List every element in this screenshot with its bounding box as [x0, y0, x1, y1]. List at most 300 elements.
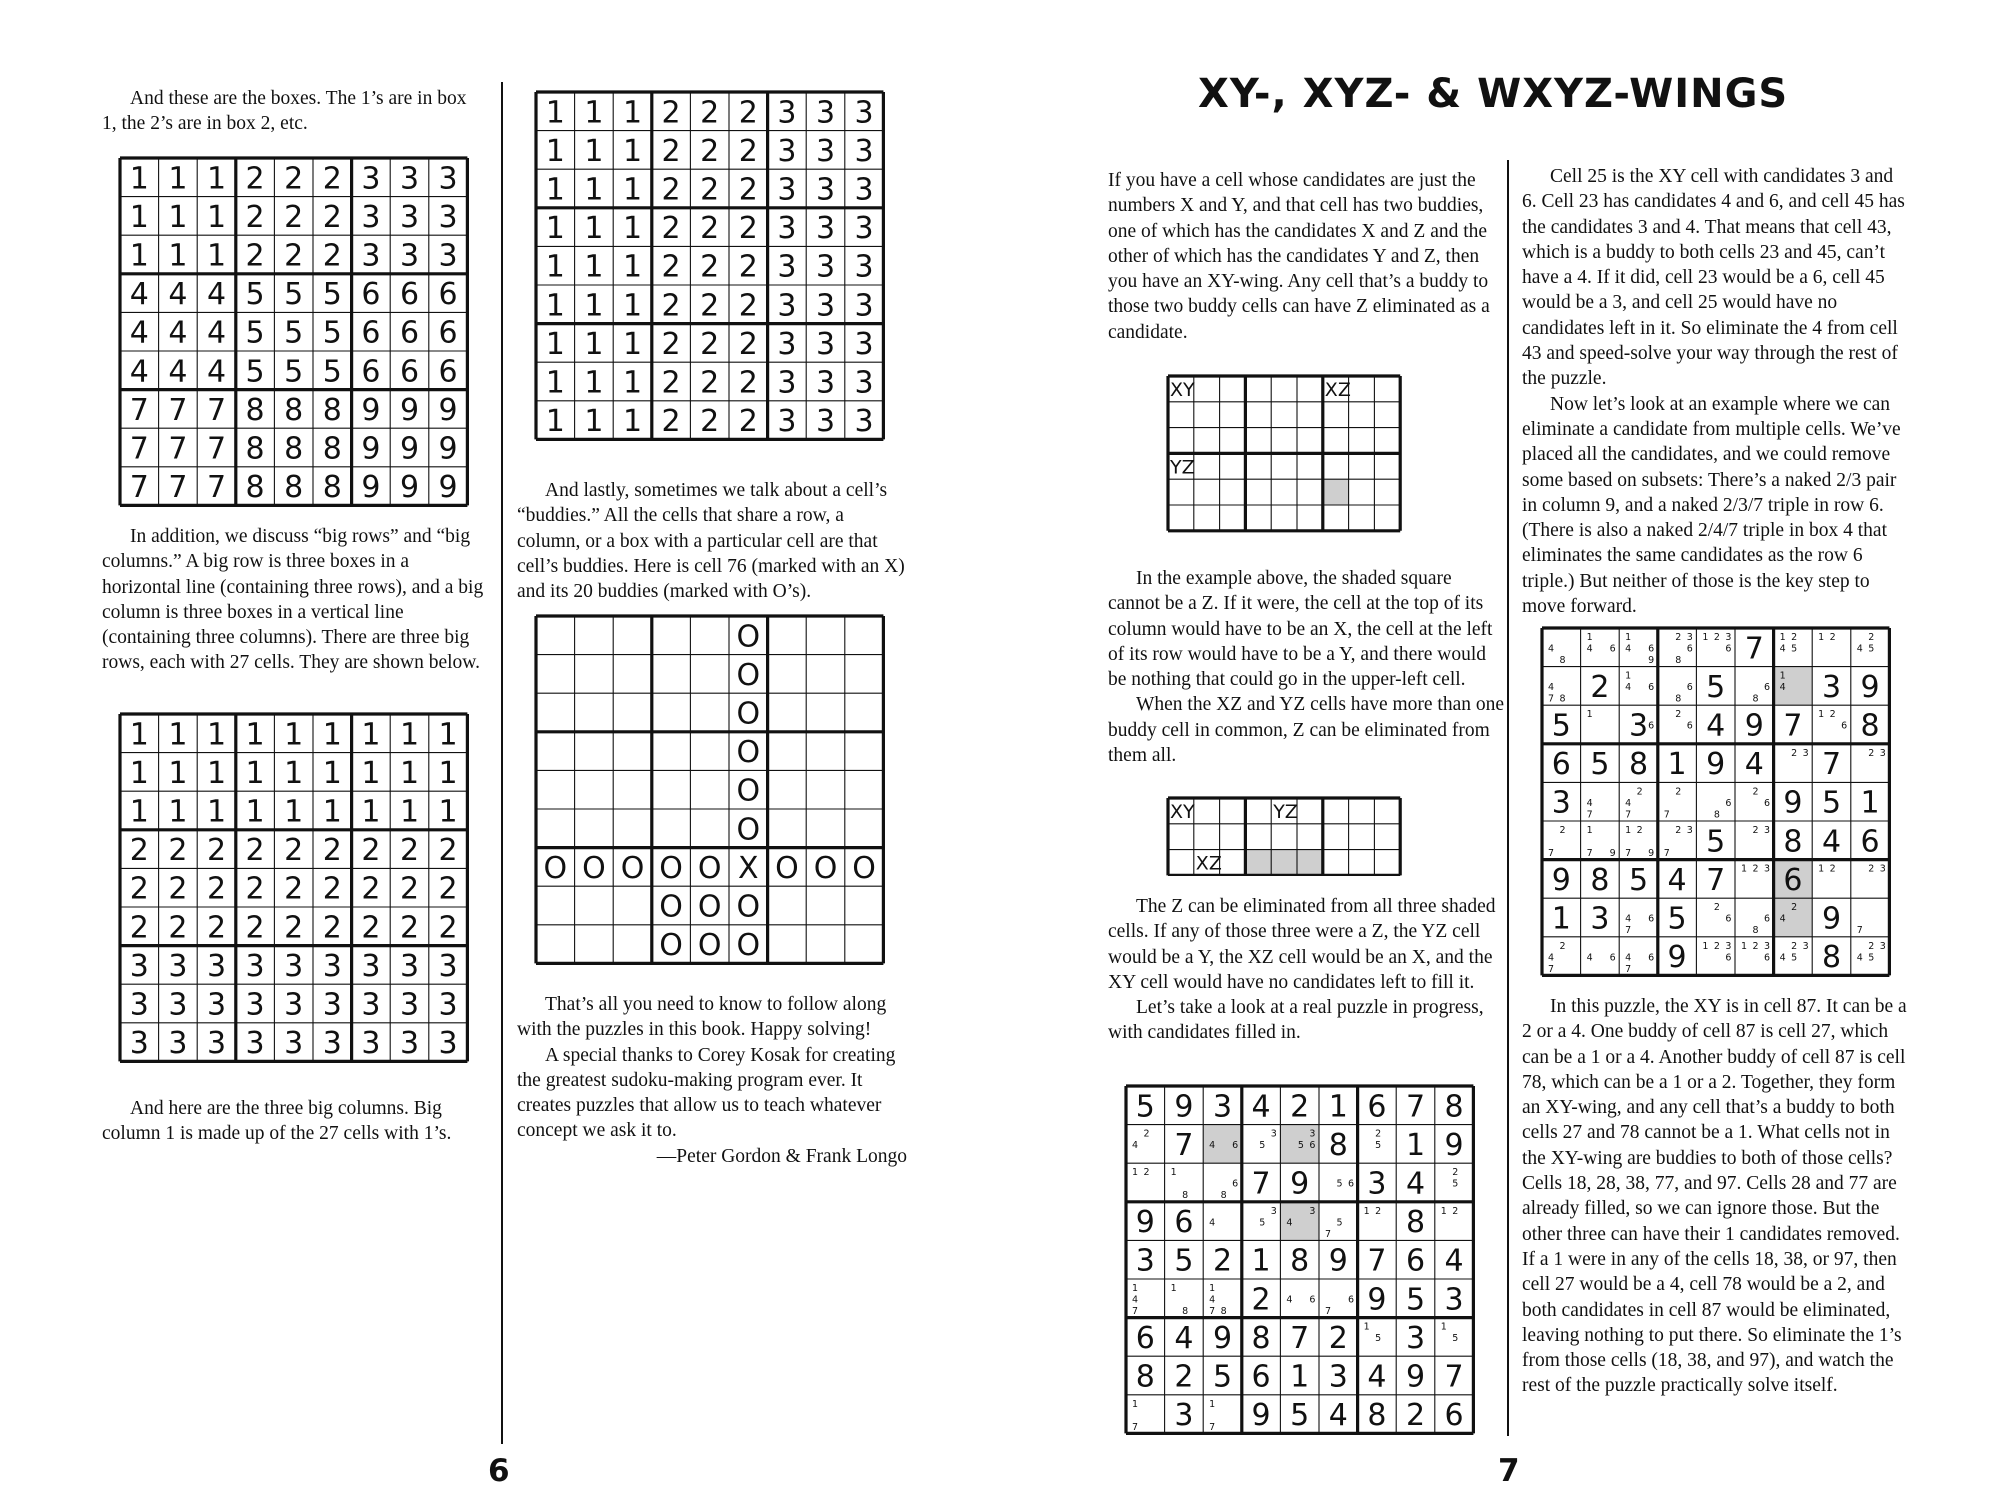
cell-value: 4 — [1821, 824, 1842, 860]
cell-value: 1 — [622, 249, 643, 285]
cell-value: 7 — [1444, 1359, 1464, 1395]
cell-value: 1 — [206, 161, 227, 197]
candidate-digit: 2 — [1675, 709, 1682, 721]
candidate-digit: 5 — [1259, 1217, 1266, 1229]
signature: —Peter Gordon & Frank Longo — [656, 1145, 907, 1167]
cell-value: 6 — [361, 354, 381, 390]
cell-value: 4 — [206, 354, 227, 390]
cell-value: O — [736, 619, 761, 655]
cell-value: 2 — [661, 249, 681, 285]
cell-value: O — [736, 773, 761, 809]
cell-value: 5 — [322, 354, 342, 390]
cell-value: 3 — [361, 199, 381, 235]
cell-value: 9 — [361, 470, 381, 506]
candidate-digit: 4 — [1625, 643, 1632, 655]
candidate-digit: 6 — [1725, 913, 1732, 925]
candidate-digit: 4 — [1779, 682, 1786, 694]
cell-value: 8 — [245, 392, 265, 428]
cell-value: 9 — [1174, 1089, 1194, 1125]
cell-value: 3 — [854, 172, 874, 208]
cell-value: 3 — [322, 948, 342, 984]
cell-value: 1 — [1860, 785, 1880, 821]
cell-value: 2 — [1328, 1320, 1348, 1356]
cell-value: 5 — [1405, 1282, 1426, 1318]
shaded-cell — [1323, 479, 1349, 505]
cell-value: 2 — [284, 910, 304, 946]
page-number-right: 7 — [1498, 1453, 1520, 1489]
candidate-digit: 6 — [1763, 952, 1771, 964]
cell-value: 1 — [322, 794, 342, 830]
candidate-digit: 3 — [1686, 825, 1693, 836]
candidate-digit: 2 — [1143, 1167, 1150, 1179]
cell-value: 9 — [1135, 1205, 1155, 1241]
cell-value: 2 — [129, 910, 149, 946]
cell-value: 3 — [815, 211, 836, 247]
cell-value: 2 — [322, 833, 342, 869]
cell-value: 9 — [1444, 1127, 1464, 1163]
candidate-digit: 2 — [1829, 863, 1836, 875]
cell-value: 5 — [1706, 824, 1726, 860]
cell-value: 9 — [399, 392, 420, 428]
cell-value: 2 — [361, 910, 381, 946]
cell-value: 4 — [168, 277, 188, 313]
cell-value: 9 — [1821, 901, 1842, 937]
candidate-digit: 4 — [1209, 1294, 1216, 1306]
candidate-digit: 6 — [1725, 797, 1732, 809]
cell-value: 6 — [1251, 1359, 1271, 1395]
cell-value: 8 — [245, 470, 265, 506]
cell-value: 5 — [1135, 1089, 1155, 1125]
candidate-digit: 2 — [1868, 863, 1875, 875]
cell-value: 9 — [1744, 708, 1764, 744]
cell-value: 1 — [545, 249, 565, 285]
cell-value: 5 — [322, 315, 342, 351]
cell-value: 2 — [168, 910, 188, 946]
cell-value: 6 — [438, 315, 458, 351]
cell-value: 1 — [1667, 747, 1687, 783]
cell-value: 5 — [284, 315, 304, 351]
cell-value: 3 — [777, 326, 797, 362]
cell-value: 1 — [622, 288, 643, 324]
cell-value: 3 — [854, 288, 874, 324]
cell-value: 4 — [1405, 1166, 1426, 1202]
candidate-digit: 4 — [1779, 952, 1786, 964]
candidate-digit: 6 — [1686, 643, 1693, 655]
cell-value: 5 — [1290, 1398, 1310, 1434]
candidate-digit: 2 — [1791, 632, 1798, 643]
candidate-digit: 2 — [1375, 1205, 1382, 1217]
page-number-left: 6 — [488, 1453, 510, 1489]
candidate-digit: 2 — [1791, 747, 1798, 759]
cell-value: 2 — [738, 211, 758, 247]
cell-value: 2 — [700, 326, 720, 362]
candidate-digit: 4 — [1547, 682, 1555, 694]
cell-value: 3 — [399, 987, 420, 1023]
cell-value: 6 — [1444, 1398, 1464, 1434]
candidate-digit: 2 — [1868, 747, 1875, 759]
cell-value: 1 — [584, 95, 604, 131]
cell-value: 1 — [584, 211, 604, 247]
candidate-digit: 7 — [1547, 963, 1555, 975]
cell-value: 1 — [168, 717, 188, 753]
cell-value: 1 — [399, 717, 420, 753]
cell-value: 2 — [361, 833, 381, 869]
candidate-digit: 7 — [1625, 809, 1632, 821]
cell-value: 2 — [738, 365, 758, 401]
cell-value: 2 — [399, 833, 420, 869]
wing-label: YZ — [1170, 456, 1195, 479]
candidate-digit: 1 — [1440, 1205, 1447, 1217]
candidate-digit: 1 — [1702, 632, 1709, 643]
cell-value: O — [620, 850, 645, 886]
cell-value: O — [736, 812, 761, 848]
cell-value: 8 — [322, 431, 342, 467]
cell-value: 2 — [700, 211, 720, 247]
cell-value: O — [697, 850, 722, 886]
left-column-divider — [501, 82, 503, 1444]
cell-value: 1 — [545, 404, 565, 440]
candidate-digit: 7 — [1131, 1306, 1139, 1317]
cell-value: 3 — [322, 987, 342, 1023]
candidate-digit: 1 — [1818, 632, 1825, 643]
cell-25-explanation: Cell 25 is the XY cell with candidates 3 and 6. Cell 23 has candidates 4 and 6, and cell 45 has the candidates 3 and 4. That means that cell 43, which is a buddy to both cells 23 and 45, can’t have a 4. If it did, cell 23 would be a 6, cell 45 would be a 3, and cell 25 would have no candidates left in it. So eliminate the 4 from cell 43 and speed-solve your way through the rest of the puzzle. Now let’s look at an example where we can eliminate a candidate from multiple cells. We’ve placed all the candidates, and we could remove some based on subsets: There’s a naked 2/3 pair in column 9, and a naked 2/3/7 triple in row 6. (There is also a naked 2/4/7 triple in box 4 that eliminates the same candidates as the row 6 triple.) But neither of those is the key step to move forward. — [1522, 166, 1905, 618]
cell-value: 1 — [438, 717, 458, 753]
candidate-digit: 1 — [1779, 632, 1786, 643]
cell-value: 5 — [1551, 708, 1571, 744]
candidate-digit: 7 — [1663, 809, 1670, 821]
candidate-digit: 4 — [1625, 952, 1632, 964]
cell-value: 2 — [245, 833, 265, 869]
cell-value: 3 — [399, 161, 420, 197]
cell-value: 3 — [854, 211, 874, 247]
cell-value: 4 — [1174, 1320, 1194, 1356]
buddies-grid — [534, 614, 886, 966]
cell-value: 6 — [399, 315, 420, 351]
cell-value: 2 — [399, 871, 420, 907]
candidate-digit: 4 — [1625, 913, 1632, 925]
cell-value: 9 — [1328, 1243, 1348, 1279]
cell-value: 4 — [1251, 1089, 1271, 1125]
candidate-digit: 5 — [1375, 1333, 1382, 1345]
cell-value: O — [775, 850, 799, 886]
cell-value: 6 — [1783, 862, 1803, 898]
cell-value: 4 — [1367, 1359, 1387, 1395]
cell-value: O — [813, 850, 838, 886]
cell-value: 8 — [1251, 1320, 1271, 1356]
cell-value: 3 — [206, 948, 227, 984]
cell-value: 1 — [284, 755, 304, 791]
big-columns-intro: And here are the three big columns. Big column 1 is made up of the 27 cells with 1’s. — [102, 1098, 452, 1145]
big-rows-intro: In addition, we discuss “big rows” and “big columns.” A big row is three boxes in a horizontal line (containing three rows), and a big column is three boxes in a vertical line (containing three columns). There are three big rows, each with 27 cells. They are shown below. — [102, 526, 484, 674]
candidate-digit: 4 — [1547, 952, 1555, 964]
candidate-digit: 5 — [1336, 1217, 1343, 1229]
candidate-digit: 1 — [1740, 863, 1748, 875]
cell-value: 8 — [322, 392, 342, 428]
cell-value: 7 — [206, 431, 227, 467]
cell-value: 1 — [438, 794, 458, 830]
cell-value: 1 — [206, 717, 227, 753]
cell-value: 7 — [168, 470, 188, 506]
cell-value: 1 — [622, 172, 643, 208]
cell-value: 9 — [361, 431, 381, 467]
cell-value: O — [659, 928, 683, 964]
candidate-digit: 1 — [1740, 940, 1748, 952]
candidate-digit: 1 — [1131, 1283, 1139, 1294]
candidate-digit: 6 — [1763, 797, 1771, 809]
cell-value: 2 — [661, 326, 681, 362]
candidate-digit: 2 — [1713, 940, 1720, 952]
candidate-digit: 3 — [1763, 825, 1771, 836]
cell-value: 7 — [1174, 1127, 1194, 1163]
candidate-digit: 4 — [1625, 797, 1632, 809]
candidate-digit: 4 — [1286, 1217, 1293, 1229]
candidate-digit: 3 — [1879, 747, 1886, 759]
cell-value: 1 — [584, 326, 604, 362]
cell-value: 1 — [1251, 1243, 1271, 1279]
cell-value: 3 — [815, 249, 836, 285]
cell-value: 2 — [129, 833, 149, 869]
cell-value: 2 — [1290, 1089, 1310, 1125]
candidate-digit: 4 — [1779, 913, 1786, 925]
candidate-digit: 6 — [1648, 643, 1655, 655]
candidate-digit: 3 — [1879, 940, 1886, 952]
candidate-digit: 6 — [1232, 1178, 1239, 1190]
cell-value: 5 — [245, 354, 265, 390]
page-title: XY-, XYZ- & WXYZ-WINGS — [1198, 71, 1789, 117]
cell-value: 4 — [129, 315, 149, 351]
cell-value: 3 — [129, 1026, 149, 1062]
candidate-digit: 3 — [1270, 1205, 1277, 1217]
cell-value: 9 — [361, 392, 381, 428]
cell-value: 3 — [206, 987, 227, 1023]
cell-value: O — [736, 889, 761, 925]
candidate-digit: 6 — [1648, 720, 1655, 732]
cell-value: 8 — [1783, 824, 1803, 860]
cell-value: 3 — [1444, 1282, 1464, 1318]
candidate-digit: 6 — [1648, 913, 1655, 925]
cell-value: 3 — [815, 365, 836, 401]
candidate-digit: 4 — [1625, 682, 1632, 694]
cell-value: 3 — [438, 987, 458, 1023]
candidate-digit: 6 — [1609, 643, 1616, 655]
candidate-digit: 7 — [1625, 925, 1632, 937]
candidate-digit: 1 — [1131, 1398, 1139, 1410]
cell-value: 3 — [399, 948, 420, 984]
cell-value: 4 — [206, 315, 227, 351]
candidate-digit: 1 — [1170, 1167, 1177, 1179]
candidate-digit: 8 — [1559, 693, 1566, 705]
candidate-digit: 6 — [1725, 643, 1732, 655]
cell-value: 1 — [284, 794, 304, 830]
cell-value: 4 — [1744, 747, 1764, 783]
cell-value: 8 — [1328, 1127, 1348, 1163]
candidate-digit: 3 — [1270, 1128, 1277, 1140]
candidate-digit: 5 — [1297, 1140, 1304, 1152]
candidate-digit: 3 — [1802, 940, 1809, 952]
shaded-cell — [1297, 850, 1323, 876]
candidate-digit: 6 — [1686, 720, 1693, 732]
cell-value: 9 — [1405, 1359, 1426, 1395]
cell-value: 2 — [206, 871, 227, 907]
cell-value: 1 — [206, 794, 227, 830]
candidate-digit: 2 — [1452, 1167, 1459, 1179]
cell-value: 1 — [168, 755, 188, 791]
cell-value: 1 — [622, 133, 643, 169]
cell-value: 4 — [1706, 708, 1726, 744]
cell-value: 1 — [129, 199, 149, 235]
cell-value: 3 — [777, 211, 797, 247]
puzzle-in-progress-grid — [1124, 1084, 1476, 1436]
candidate-digit: 1 — [1818, 709, 1825, 721]
cell-value: 2 — [1590, 669, 1610, 705]
candidate-digit: 3 — [1686, 632, 1693, 643]
cell-value: 1 — [284, 717, 304, 753]
candidate-digit: 7 — [1625, 963, 1632, 975]
candidate-digit: 2 — [1636, 786, 1643, 798]
cell-value: 3 — [815, 95, 836, 131]
cell-value: 5 — [1174, 1243, 1194, 1279]
cell-value: 2 — [438, 871, 458, 907]
cell-value: 3 — [361, 948, 381, 984]
candidate-digit: 7 — [1586, 848, 1593, 859]
cell-value: 6 — [1174, 1205, 1194, 1241]
cell-value: 8 — [1135, 1359, 1155, 1395]
cell-value: 2 — [1174, 1359, 1194, 1395]
cell-value: 9 — [399, 431, 420, 467]
candidate-digit: 1 — [1702, 940, 1709, 952]
cell-value: O — [543, 850, 568, 886]
cell-value: 9 — [1551, 862, 1571, 898]
cell-value: 3 — [168, 1026, 188, 1062]
candidate-digit: 4 — [1856, 643, 1863, 655]
cell-value: 3 — [438, 238, 458, 274]
cell-value: 1 — [168, 794, 188, 830]
candidate-digit: 2 — [1752, 940, 1759, 952]
candidate-digit: 5 — [1791, 643, 1798, 655]
candidate-digit: 2 — [1868, 940, 1875, 952]
cell-value: 8 — [245, 431, 265, 467]
cell-value: 1 — [399, 755, 420, 791]
cell-value: 1 — [206, 755, 227, 791]
cell-value: 8 — [1860, 708, 1880, 744]
cell-value: 2 — [1251, 1282, 1271, 1318]
candidate-digit: 4 — [1547, 643, 1555, 655]
cell-value: 9 — [1251, 1398, 1271, 1434]
candidate-digit: 6 — [1309, 1294, 1316, 1306]
candidate-digit: 2 — [1752, 786, 1759, 798]
cell-value: 3 — [284, 1026, 304, 1062]
cell-value: 2 — [700, 365, 720, 401]
cell-value: 4 — [1444, 1243, 1464, 1279]
cell-value: 1 — [622, 404, 643, 440]
cell-value: 1 — [361, 717, 381, 753]
cell-value: 1 — [622, 95, 643, 131]
cell-value: 6 — [361, 315, 381, 351]
cell-value: 1 — [584, 288, 604, 324]
candidate-digit: 1 — [1625, 825, 1632, 836]
cell-value: 9 — [438, 470, 458, 506]
cell-value: 3 — [284, 948, 304, 984]
cell-value: 2 — [738, 326, 758, 362]
cell-value: 8 — [1290, 1243, 1310, 1279]
candidate-digit: 7 — [1209, 1421, 1216, 1433]
cell-value: 2 — [700, 249, 720, 285]
cell-value: 3 — [854, 249, 874, 285]
cell-value: 7 — [168, 392, 188, 428]
cell-value: 3 — [777, 365, 797, 401]
cell-value: 1 — [1328, 1089, 1348, 1125]
cell-value: 9 — [1367, 1282, 1387, 1318]
candidate-digit: 4 — [1209, 1217, 1216, 1229]
candidate-digit: 1 — [1209, 1283, 1216, 1294]
cell-value: 1 — [245, 794, 265, 830]
candidate-digit: 6 — [1347, 1178, 1355, 1190]
cell-value: 2 — [700, 95, 720, 131]
candidate-digit: 1 — [1625, 670, 1632, 682]
candidate-digit: 8 — [1182, 1306, 1189, 1317]
cell-value: 9 — [438, 431, 458, 467]
cell-value: O — [736, 735, 761, 771]
cell-value: 1 — [1290, 1359, 1310, 1395]
cell-value: 1 — [1551, 901, 1571, 937]
candidate-digit: 8 — [1752, 925, 1759, 937]
cell-value: 1 — [206, 199, 227, 235]
cell-value: 6 — [399, 354, 420, 390]
cell-value: 2 — [129, 871, 149, 907]
cell-value: 3 — [322, 1026, 342, 1062]
cell-value: 3 — [854, 365, 874, 401]
wing-label: XY — [1170, 379, 1195, 401]
cell-value: 1 — [584, 365, 604, 401]
cell-value: 2 — [661, 95, 681, 131]
shaded-cell — [1271, 850, 1297, 876]
candidate-digit: 4 — [1286, 1294, 1293, 1306]
cell-value: X — [738, 850, 759, 886]
cell-value: 3 — [284, 987, 304, 1023]
cell-value: 2 — [322, 161, 342, 197]
cell-value: 2 — [700, 288, 720, 324]
cell-value: 1 — [438, 755, 458, 791]
candidate-digit: 2 — [1791, 940, 1798, 952]
cell-value: O — [659, 889, 683, 925]
candidate-digit: 8 — [1220, 1306, 1227, 1317]
candidate-digit: 9 — [1648, 655, 1655, 666]
cell-value: 5 — [1667, 901, 1687, 937]
cell-value: 8 — [284, 470, 304, 506]
candidate-digit: 7 — [1625, 848, 1632, 859]
cell-value: 2 — [438, 833, 458, 869]
cell-value: 1 — [622, 326, 643, 362]
cell-value: 3 — [1212, 1089, 1233, 1125]
candidate-digit: 3 — [1309, 1205, 1316, 1217]
cell-value: 1 — [399, 794, 420, 830]
cell-value: O — [852, 850, 876, 886]
candidate-digit: 4 — [1779, 643, 1786, 655]
candidate-digit: 2 — [1559, 825, 1566, 836]
candidate-digit: 8 — [1675, 655, 1682, 666]
candidate-digit: 6 — [1309, 1140, 1316, 1152]
candidate-digit: 8 — [1220, 1190, 1227, 1202]
cell-value: 1 — [129, 755, 149, 791]
cell-value: 3 — [815, 133, 836, 169]
cell-value: 2 — [245, 871, 265, 907]
cell-value: 7 — [1783, 708, 1803, 744]
cell-value: 1 — [545, 365, 565, 401]
cell-value: 3 — [438, 161, 458, 197]
cell-value: 7 — [206, 470, 227, 506]
wing-label: XZ — [1195, 852, 1222, 875]
cell-value: 1 — [584, 133, 604, 169]
